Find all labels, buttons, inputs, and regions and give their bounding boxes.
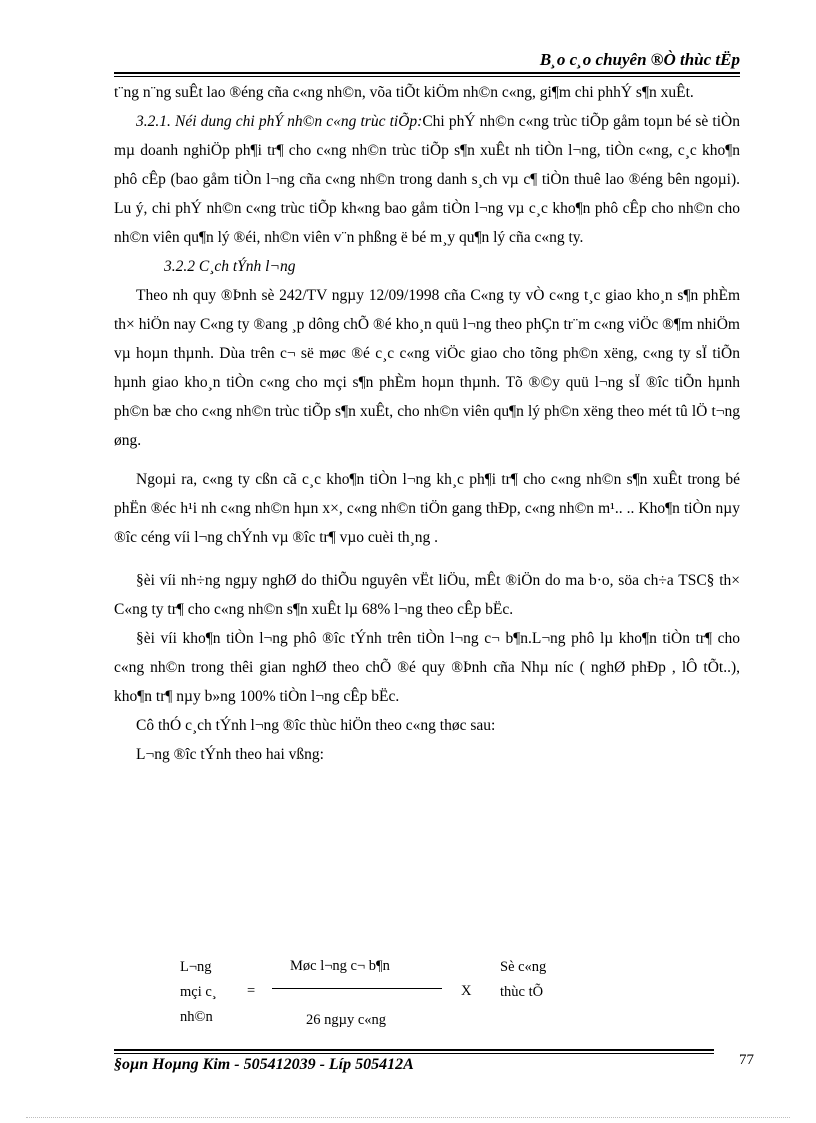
footer-author: §oµn Hoµng Kim - 505412039 - Líp 505412A xyxy=(114,1056,414,1073)
formula-rhs xyxy=(500,955,546,1005)
salary-formula xyxy=(180,955,600,1035)
section-321-heading: 3.2.1. Néi dung chi phÝ nh©n c«ng trùc tiÕp: xyxy=(136,113,423,130)
page-number: 77 xyxy=(739,1052,754,1068)
formula-denominator: 26 ngµy c«ng xyxy=(306,1012,387,1028)
formula-rhs-line: Sè c«ng xyxy=(500,959,547,975)
formula-lhs-line: mçi c¸ xyxy=(180,984,217,1000)
main-content xyxy=(114,78,740,769)
paragraph-salary-rule: Theo nh quy ®Þnh sè 242/TV ngµy 12/09/1998 cña C«ng ty vÒ c«ng t¸c giao kho¸n s¶n phÈm th× hiÖn nay C«ng ty ®ang ¸p dông chÕ ®é kho¸n quü l¬ng theo phÇn tr¨m c«ng viÖc ®¶m nhiÖm vµ hoµn thµnh. Dùa trên c¬ së møc ®é c¸c c«ng viÖc giao cho tõng ph©n xëng, c«ng ty sÏ tiÕn hµnh giao kho¸n tiÒn c«ng cho mçi s¶n phÈm hoµn thµnh. Tõ ®©y quü l¬ng sÏ ®îc tiÕn hµnh ph©n bæ cho c«ng nh©n trùc tiÕp s¶n xuÊt, cho nh©n viên qu¶n lý ph©n xëng theo mét tû lÖ t¬ng øng. xyxy=(114,287,740,449)
header-rule-thin xyxy=(114,76,740,77)
formula-lhs-line: L¬ng xyxy=(180,959,212,975)
formula-numerator: Møc l¬ng c¬ b¶n xyxy=(290,958,390,974)
header-title: B¸o c¸o chuyên ®Ò thùc tËp xyxy=(539,50,740,69)
page-bottom-border xyxy=(26,1117,790,1118)
paragraph-section-321 xyxy=(114,107,740,252)
formula-equals: = xyxy=(247,983,256,999)
formula-rhs-line: thùc tÕ xyxy=(500,984,544,1000)
section-322-heading: 3.2.2 C¸ch tÝnh l¬ng xyxy=(164,258,296,275)
paragraph-other-allowances: Ngoµi ra, c«ng ty cßn cã c¸c kho¶n tiÒn l¬ng kh¸c ph¶i tr¶ cho c«ng nh©n s¶n xuÊt trong bé phËn ®éc h¹i nh c«ng nh©n hµn x×, c«ng nh©n tiÖn gang thÐp, c«ng nh©n m¹.. .. Kho¶n tiÒn nµy ®îc céng víi l¬ng chÝnh vµ ®îc tr¶ vµo cuèi th¸ng . xyxy=(114,471,740,546)
paragraph-downtime-pay: §èi víi nh÷ng ngµy nghØ do thiÕu nguyên vËt liÖu, mÊt ®iÖn do ma b·o, söa ch÷a TSC§ th× C«ng ty tr¶ cho c«ng nh©n s¶n xuÊt lµ 68% l¬ng theo cÊp bËc. xyxy=(114,572,740,618)
header-rule xyxy=(114,72,740,74)
paragraph-two-rounds: L¬ng ®îc tÝnh theo hai vßng: xyxy=(136,746,324,763)
fraction-bar xyxy=(272,988,442,989)
section-321-text: Chi phÝ nh©n c«ng trùc tiÕp gåm toµn bé sè tiÒn mµ doanh nghiÖp ph¶i tr¶ cho c«ng nh©n trùc tiÕp s¶n xuÊt nh tiÒn l¬ng, tiÒn c«ng, c¸c kho¶n phô cÊp (bao gåm tiÒn l¬ng cña c«ng nh©n trong danh s¸ch vµ c¶ tiÒn thuê lao ®éng bên ngoµi). Lu ý, chi phÝ nh©n c«ng trùc tiÕp kh«ng bao gåm tiÒn l¬ng vµ c¸c kho¶n phô cÊp cho nh©n cho nh©n viên qu¶n lý ®éi, nh©n viên v¨n phßng ë bé m¸y qu¶n lý cña c«ng ty. xyxy=(114,113,740,246)
paragraph-intro: t¨ng n¨ng suÊt lao ®éng cña c«ng nh©n, võa tiÕt kiÖm nh©n c«ng, gi¶m chi phhÝ s¶n xuÊt. xyxy=(114,84,694,101)
paragraph-supplementary-pay: §èi víi kho¶n tiÒn l¬ng phô ®îc tÝnh trên tiÒn l¬ng c¬ b¶n.L¬ng phô lµ kho¶n tiÒn tr¶ cho c«ng nh©n trong thêi gian nghØ theo chÕ ®é quy ®Þnh cña Nhµ níc ( nghØ phÐp , lÔ tÕt..), kho¶n tr¶ nµy b»ng 100% tiÒn l¬ng cÊp bËc. xyxy=(114,630,740,705)
formula-lhs-line: nh©n xyxy=(180,1009,213,1025)
footer-rule-thin xyxy=(114,1053,714,1054)
footer-rule xyxy=(114,1049,714,1051)
formula-times: X xyxy=(461,983,472,999)
formula-lhs xyxy=(180,955,217,1030)
paragraph-formula-intro: Cô thÓ c¸ch tÝnh l¬ng ®îc thùc hiÖn theo c«ng thøc sau: xyxy=(136,717,496,734)
